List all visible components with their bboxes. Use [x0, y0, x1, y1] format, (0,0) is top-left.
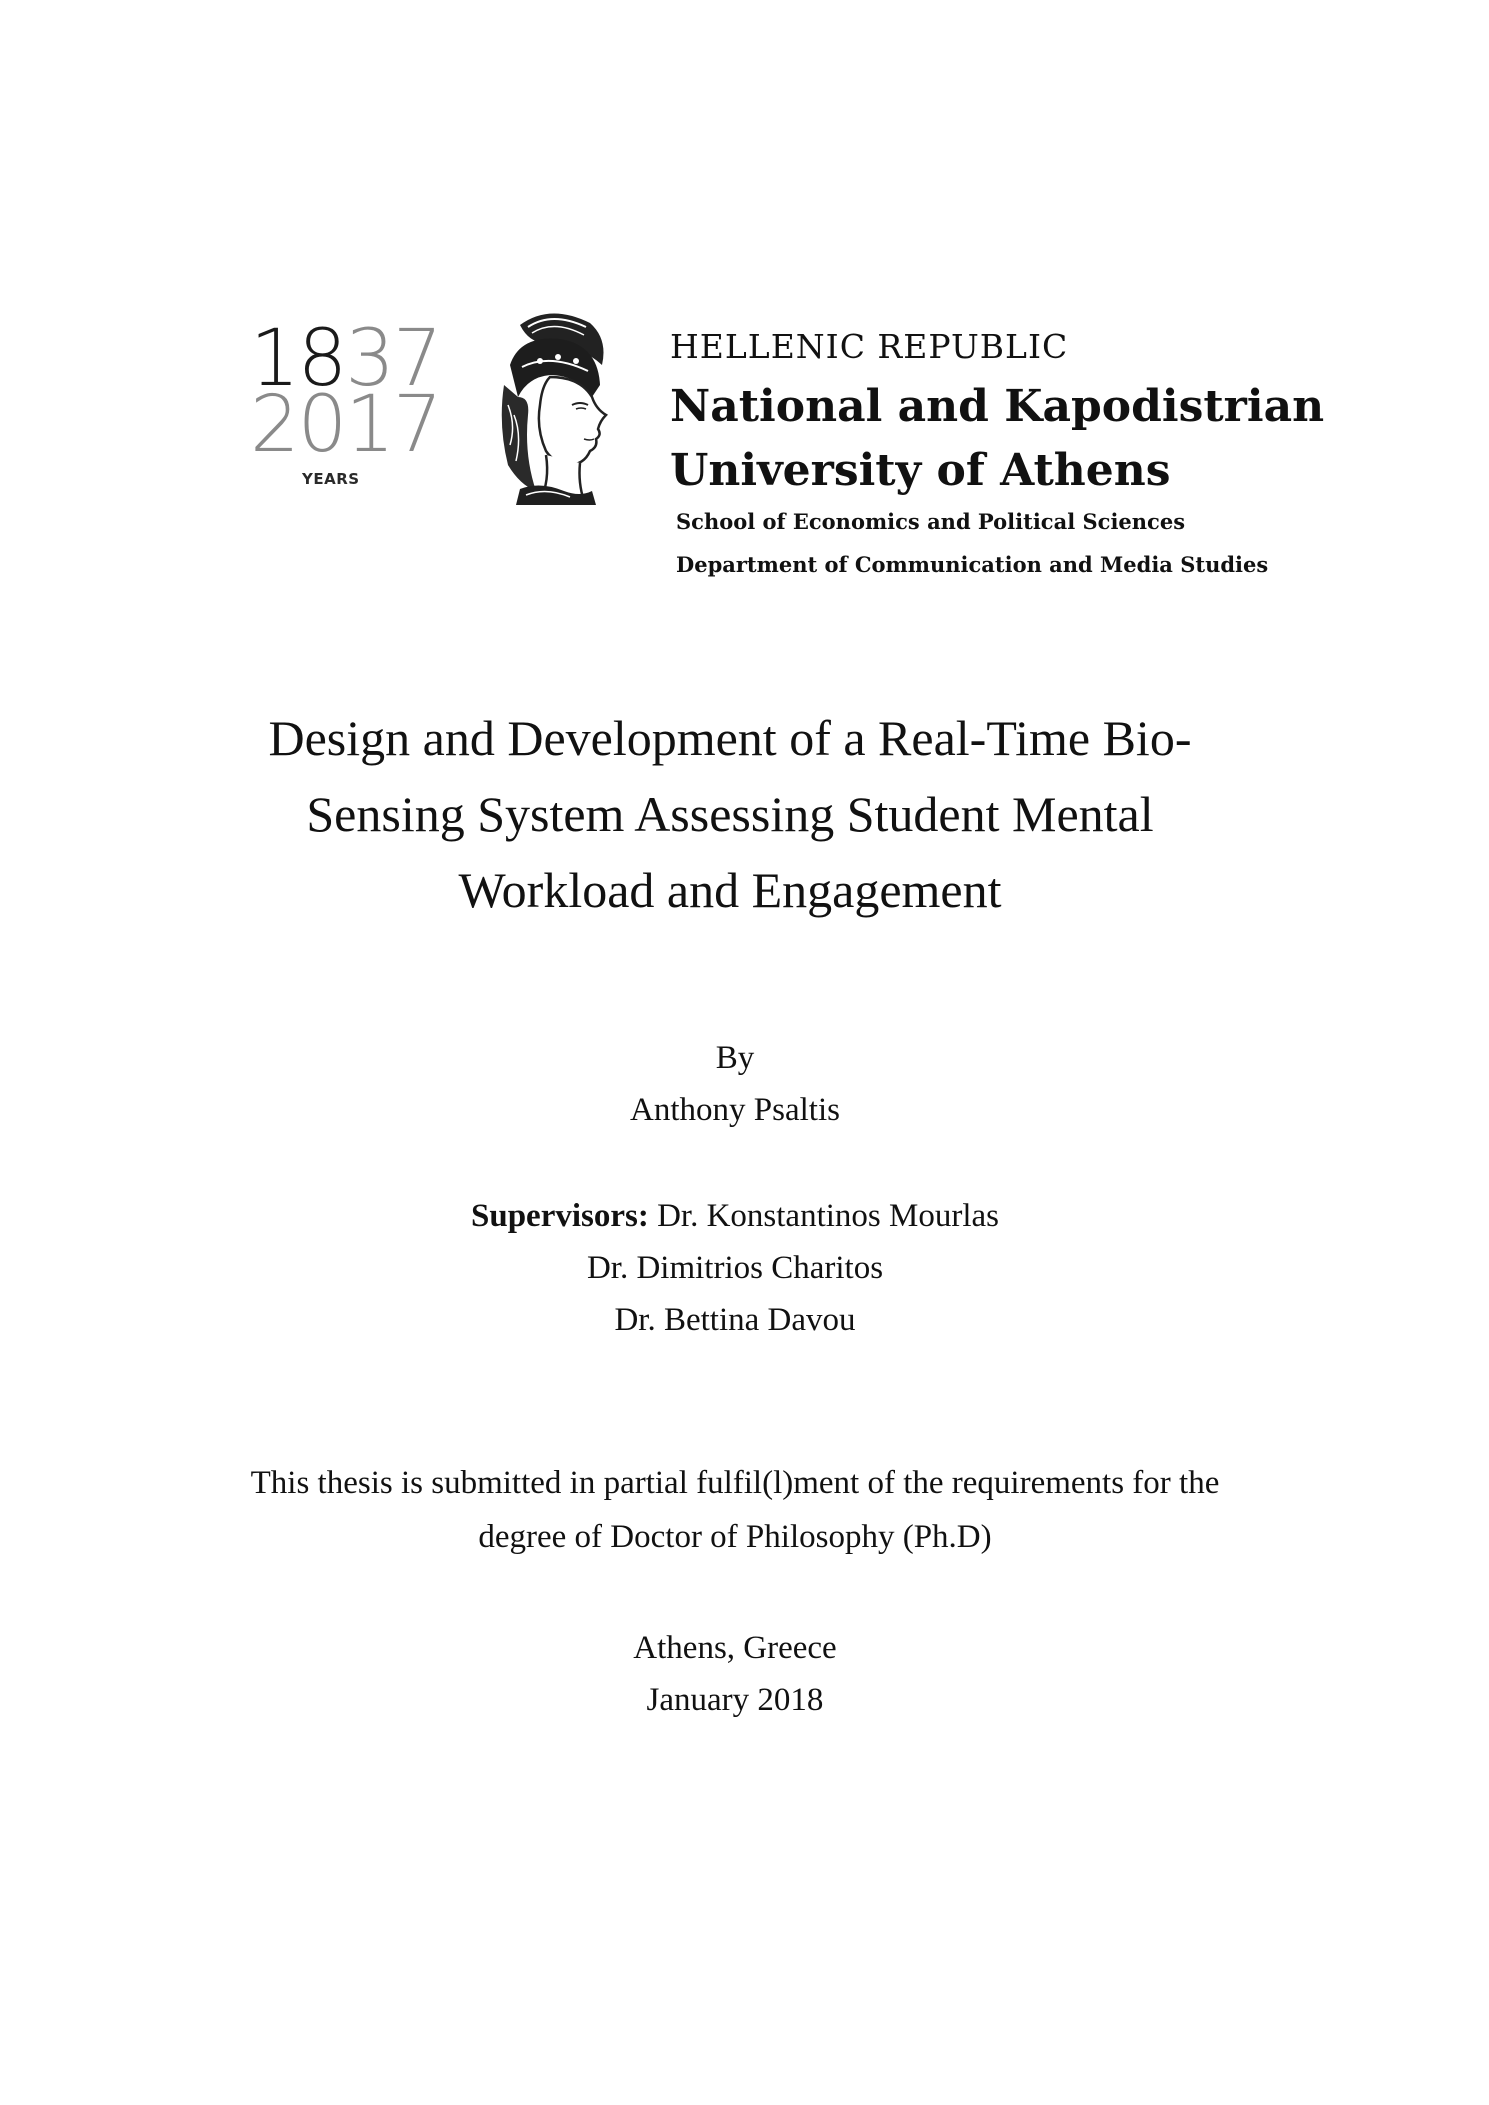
- place-date-block: [0, 1622, 1470, 1726]
- date: January 2018: [646, 1682, 824, 1718]
- university-header: [250, 300, 1350, 600]
- anniversary-logo: [250, 314, 441, 500]
- anniversary-years-label: YEARS: [302, 470, 360, 488]
- supervisors-block: [0, 1190, 1470, 1346]
- university-name-line-2: University of Athens: [670, 445, 1171, 496]
- supervisor-name: Dr. Dimitrios Charitos: [586, 1250, 884, 1286]
- school-name: School of Economics and Political Sciences: [676, 509, 1186, 534]
- supervisors-label: Supervisors:: [470, 1198, 649, 1234]
- thesis-title-line: Workload and Engagement: [458, 862, 1002, 918]
- thesis-title-line: Design and Development of a Real-Time Bio-: [268, 710, 1192, 766]
- thesis-title-line: Sensing System Assessing Student Mental: [306, 786, 1154, 842]
- country-label: HELLENIC REPUBLIC: [670, 327, 1069, 366]
- place: Athens, Greece: [633, 1630, 837, 1666]
- degree-statement: [0, 1456, 1470, 1564]
- department-name: Department of Communication and Media Studies: [676, 552, 1269, 577]
- athena-head-icon: [480, 305, 620, 505]
- supervisor-name: Dr. Konstantinos Mourlas: [657, 1198, 999, 1234]
- degree-statement-line: This thesis is submitted in partial fulfil(l)ment of the requirements for the: [250, 1465, 1220, 1501]
- degree-statement-line: degree of Doctor of Philosophy (Ph.D): [478, 1519, 992, 1555]
- university-name-line-1: National and Kapodistrian: [670, 381, 1325, 432]
- by-label: By: [715, 1040, 755, 1076]
- thesis-title: [200, 700, 1260, 928]
- author-block: [0, 1032, 1470, 1136]
- university-name-block: [670, 327, 1370, 577]
- author-name: Anthony Psaltis: [630, 1092, 840, 1128]
- anniversary-end-year: 2017: [250, 380, 441, 470]
- supervisor-line-1: [0, 1190, 1470, 1242]
- supervisor-name: Dr. Bettina Davou: [614, 1302, 856, 1338]
- anniversary-start-year: 1837: [250, 314, 441, 404]
